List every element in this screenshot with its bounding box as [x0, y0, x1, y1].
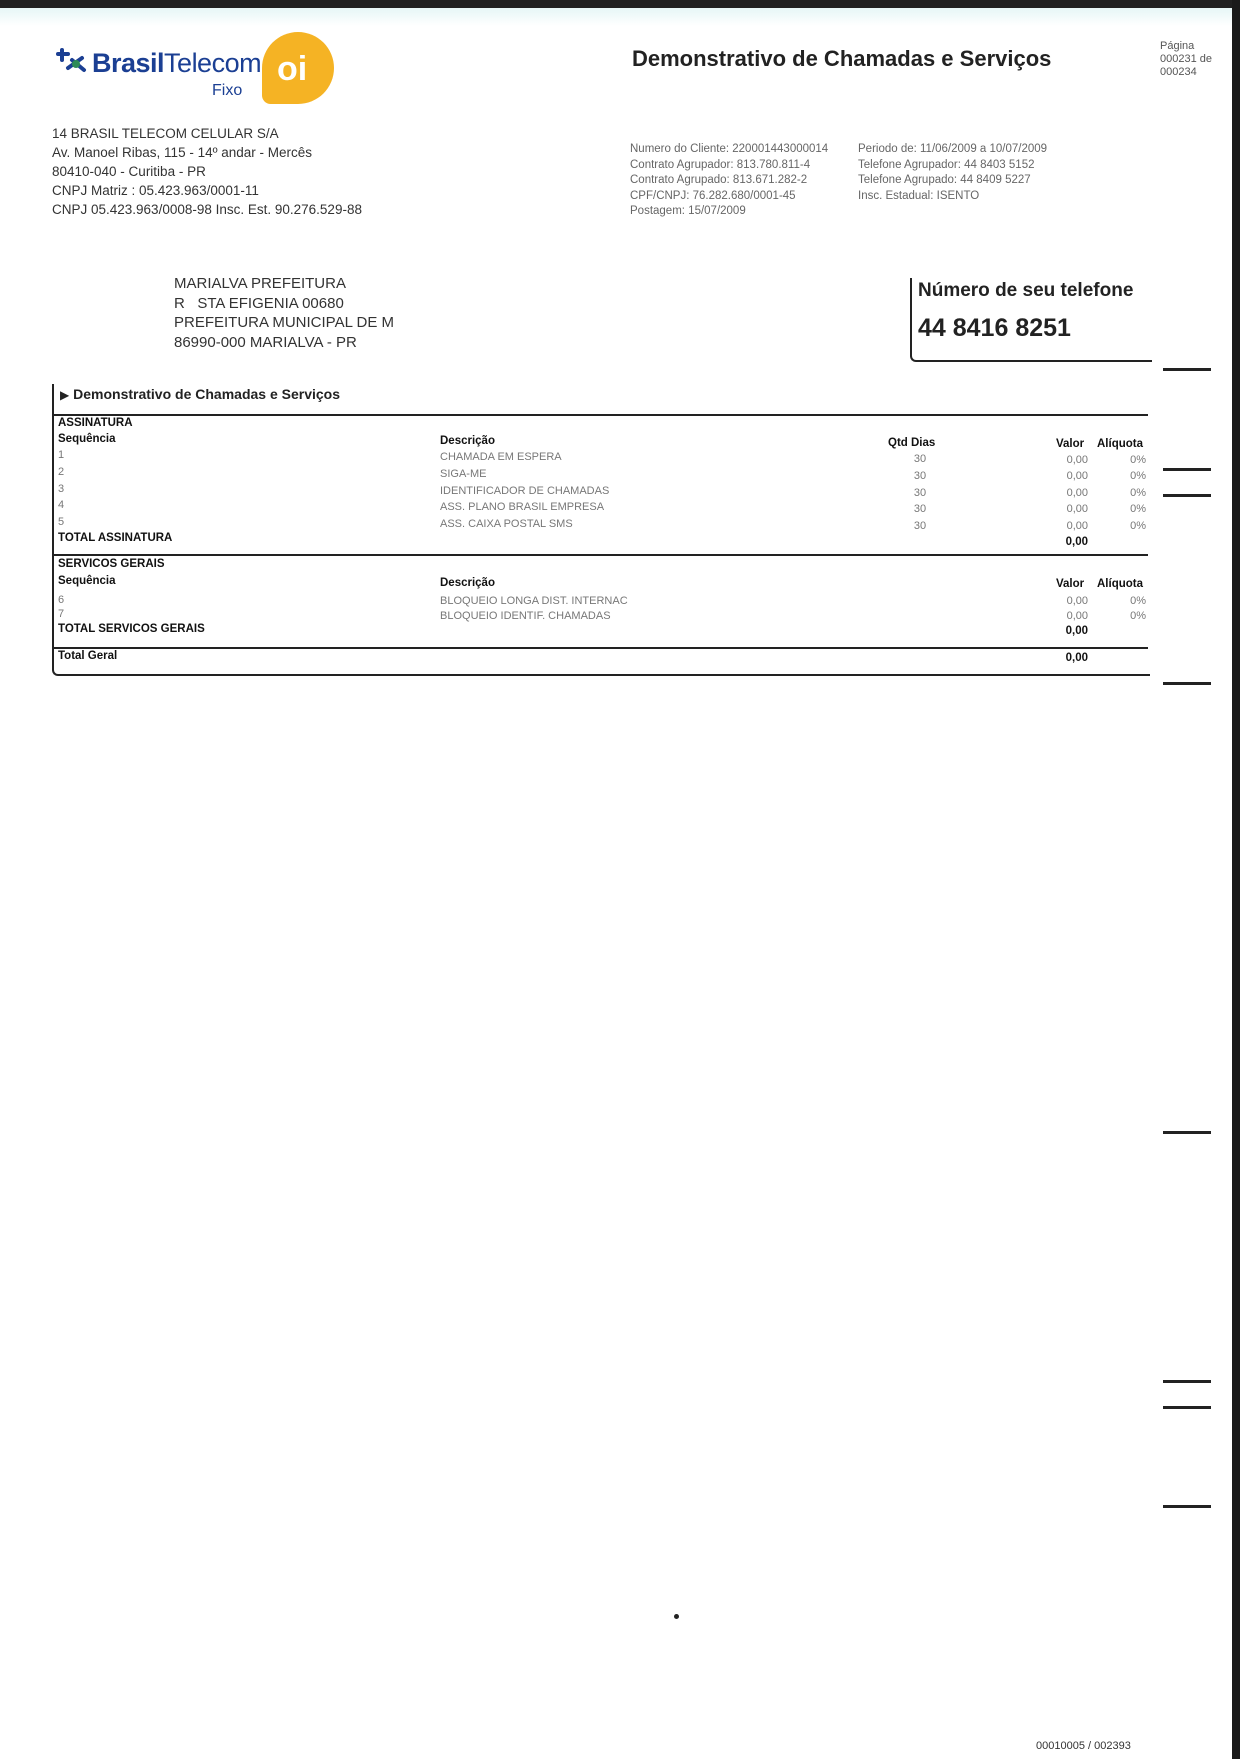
scan-tint-top — [0, 8, 1240, 26]
issuer-line: CNPJ 05.423.963/0008-98 Insc. Est. 90.276.529-88 — [52, 202, 362, 217]
brand-subtitle: Fixo — [212, 82, 243, 99]
grand-total-label: Total Geral — [58, 650, 118, 662]
page-indicator — [1160, 40, 1230, 79]
issuer-line: Av. Manoel Ribas, 115 - 14º andar - Mercês — [52, 145, 313, 160]
group-title-servicos: SERVICOS GERAIS — [58, 558, 165, 570]
column-header-description: Descrição — [440, 577, 495, 589]
row-days: 30 — [913, 470, 927, 482]
row-rate: 0% — [1130, 470, 1146, 482]
column-header-days: Qtd Dias — [888, 437, 936, 449]
column-header-value: Valor — [1056, 438, 1085, 450]
total-assinatura-value: 0,00 — [1065, 536, 1088, 548]
play-arrow-icon: ▶ — [60, 388, 70, 402]
margin-mark — [1163, 1505, 1211, 1508]
row-value: 0,00 — [1066, 454, 1088, 466]
margin-mark — [1163, 1406, 1211, 1409]
contract-grouped: Contrato Agrupado: 813.671.282-2 — [630, 174, 808, 186]
row-seq: 7 — [58, 608, 65, 620]
total-servicos-value: 0,00 — [1065, 625, 1088, 637]
row-description: SIGA-ME — [440, 468, 487, 480]
phone-number: 44 8416 8251 — [918, 314, 1071, 342]
brasil-telecom-logo-icon — [54, 46, 90, 83]
margin-mark — [1163, 468, 1211, 471]
row-rate: 0% — [1130, 610, 1146, 622]
group-title-assinatura: ASSINATURA — [58, 417, 133, 429]
row-seq: 3 — [58, 483, 65, 495]
statement-frame — [52, 384, 1150, 676]
column-header-rate: Alíquota — [1097, 438, 1143, 450]
footer-code: 00010005 / 002393 — [1036, 1740, 1131, 1752]
row-value: 0,00 — [1066, 610, 1088, 622]
recipient-address — [174, 274, 394, 352]
client-info-right — [858, 142, 1047, 204]
grand-total-value: 0,00 — [1065, 652, 1088, 664]
row-value: 0,00 — [1066, 595, 1088, 607]
recipient-line: MARIALVA PREFEITURA — [174, 275, 346, 292]
row-days: 30 — [913, 453, 927, 465]
row-description: BLOQUEIO LONGA DIST. INTERNAC — [440, 595, 628, 607]
row-seq: 4 — [58, 499, 65, 511]
contract-group: Contrato Agrupador: 813.780.811-4 — [630, 158, 811, 171]
issuer-line: CNPJ Matriz : 05.423.963/0001-11 — [52, 183, 259, 198]
column-header-value: Valor — [1056, 578, 1085, 590]
recipient-line: R STA EFIGENIA 00680 — [174, 294, 344, 312]
row-rate: 0% — [1130, 487, 1146, 499]
recipient-line: PREFEITURA MUNICIPAL DE M — [174, 314, 395, 331]
margin-mark — [1163, 1131, 1211, 1134]
state-registration: Insc. Estadual: ISENTO — [858, 189, 980, 202]
section-rule — [54, 647, 1148, 649]
cpf-cnpj: CPF/CNPJ: 76.282.680/0001-45 — [630, 189, 796, 202]
margin-mark — [1163, 1380, 1211, 1383]
section-rule — [54, 554, 1148, 556]
column-header-description: Descrição — [440, 435, 495, 447]
row-description: CHAMADA EM ESPERA — [440, 451, 562, 463]
row-value: 0,00 — [1066, 520, 1088, 532]
billing-period: Periodo de: 11/06/2009 a 10/07/2009 — [858, 143, 1048, 155]
row-value: 0,00 — [1066, 470, 1088, 482]
oi-logo-text: oi — [277, 50, 308, 88]
column-header-sequence: Sequência — [58, 575, 116, 587]
row-days: 30 — [913, 520, 927, 532]
client-info-left — [630, 142, 828, 220]
row-rate: 0% — [1130, 454, 1146, 466]
grouped-phone: Telefone Agrupado: 44 8409 5227 — [858, 174, 1031, 186]
row-description: ASS. CAIXA POSTAL SMS — [440, 518, 573, 530]
margin-mark — [1163, 368, 1211, 371]
margin-mark — [1163, 682, 1211, 685]
group-phone: Telefone Agrupador: 44 8403 5152 — [858, 158, 1035, 171]
row-description: BLOQUEIO IDENTIF. CHAMADAS — [440, 610, 611, 622]
client-number: Numero do Cliente: 220001443000014 — [630, 143, 829, 155]
row-description: ASS. PLANO BRASIL EMPRESA — [440, 501, 605, 513]
statement-heading-text: Demonstrativo de Chamadas e Serviços — [73, 386, 341, 402]
page-value: 000231 de 000234 — [1160, 53, 1212, 78]
statement-heading — [60, 386, 340, 402]
total-servicos-label: TOTAL SERVICOS GERAIS — [58, 623, 205, 635]
row-seq: 5 — [58, 516, 65, 528]
row-value: 0,00 — [1066, 487, 1088, 499]
issuer-line: 80410-040 - Curitiba - PR — [52, 164, 206, 179]
issuer-line: 14 BRASIL TELECOM CELULAR S/A — [52, 126, 279, 141]
row-days: 30 — [913, 503, 927, 515]
row-value: 0,00 — [1066, 503, 1088, 515]
brand-name: BrasilTelecom — [92, 48, 262, 78]
column-header-sequence: Sequência — [58, 433, 116, 445]
row-seq: 6 — [58, 594, 65, 606]
scan-edge-right — [1232, 0, 1240, 1759]
scan-speck — [674, 1614, 679, 1619]
section-rule — [54, 414, 1148, 416]
row-days: 30 — [913, 487, 927, 499]
margin-mark — [1163, 494, 1211, 497]
row-description: IDENTIFICADOR DE CHAMADAS — [440, 485, 610, 497]
document-title: Demonstrativo de Chamadas e Serviços — [632, 46, 1052, 71]
page-label: Página — [1160, 40, 1195, 52]
posting-date: Postagem: 15/07/2009 — [630, 205, 746, 217]
row-rate: 0% — [1130, 595, 1146, 607]
scan-edge-top — [0, 0, 1240, 8]
row-seq: 2 — [58, 466, 65, 478]
recipient-line: 86990-000 MARIALVA - PR — [174, 333, 357, 351]
row-rate: 0% — [1130, 520, 1146, 532]
issuer-address — [52, 124, 362, 219]
row-seq: 1 — [58, 449, 65, 461]
row-rate: 0% — [1130, 503, 1146, 515]
total-assinatura-label: TOTAL ASSINATURA — [58, 532, 173, 544]
phone-label: Número de seu telefone — [918, 280, 1134, 301]
column-header-rate: Alíquota — [1097, 578, 1143, 590]
